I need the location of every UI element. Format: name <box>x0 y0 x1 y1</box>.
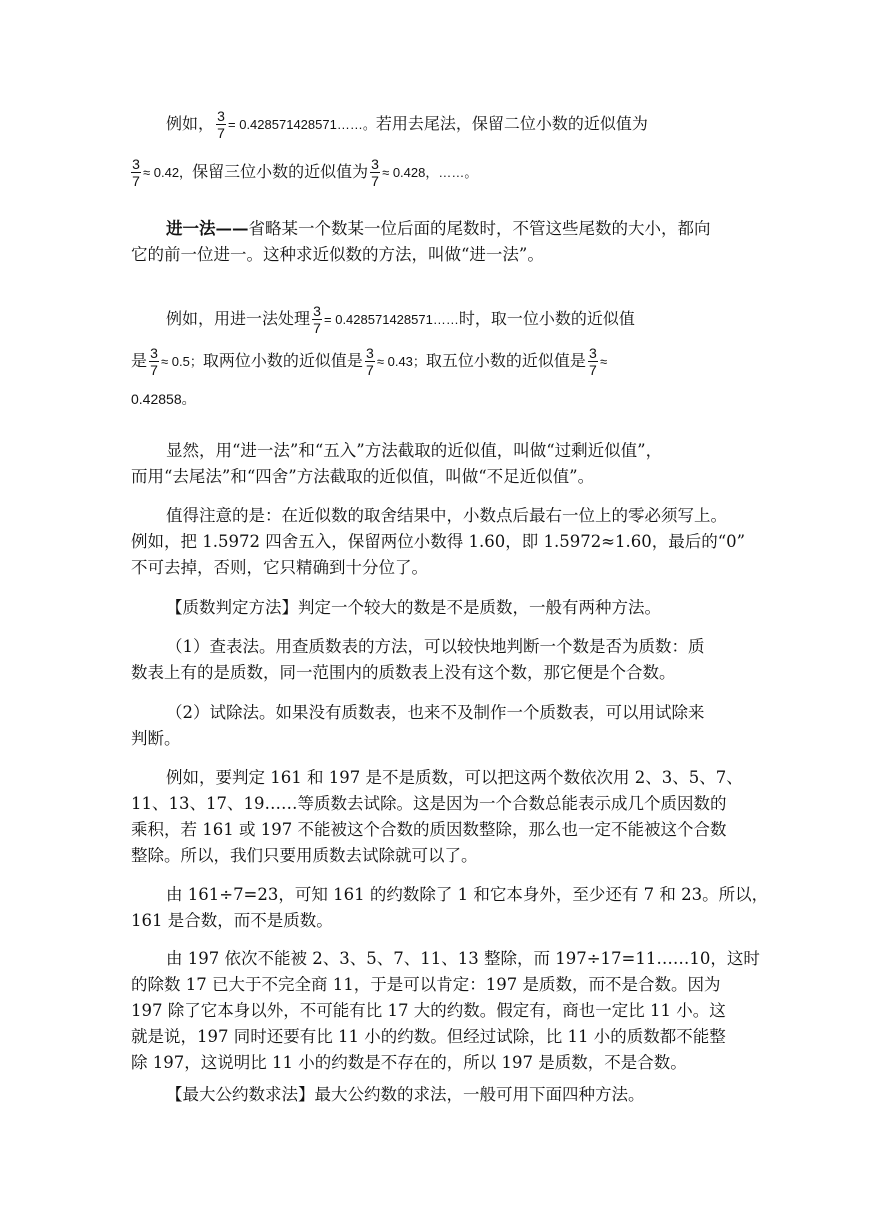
jinyi-definition <box>166 216 711 242</box>
paragraph-line: 由 161÷7=23，可知 161 的约数除了 1 和它本身外，至少还有 7 和 23。所以， <box>166 885 769 904</box>
paragraph-line: 197 除了它本身以外，不可能有比 17 大的约数。假定有，商也一定比 11 小。这 <box>131 1001 726 1020</box>
paragraph-line: 161 是合数，而不是质数。 <box>131 911 333 930</box>
paragraph-line: 除 197，这说明比 11 小的约数是不存在的，所以 197 是质数，不是合数。 <box>131 1053 687 1072</box>
paragraph-line: 不可去掉，否则，它只精确到十分位了。 <box>131 558 428 577</box>
example1-approx1: ≈ 0.42， <box>143 165 193 180</box>
paragraph-example-161-197 <box>131 765 741 869</box>
example1-approx2: ≈ 0.428，……。 <box>382 165 478 180</box>
example2-text-b: 取两位小数的近似值是 <box>202 351 363 370</box>
section-gcd-methods <box>131 1082 741 1108</box>
paragraph-line: 就是说，197 同时还要有比 11 小的约数。但经过试除，比 11 小的质数都不能整 <box>131 1027 726 1046</box>
paragraph-line: 值得注意的是：在近似数的取舍结果中，小数点后最右一位上的零必须写上。 <box>166 506 727 525</box>
example2-approx3: ≈ <box>599 354 608 369</box>
paragraph-zero-note <box>131 503 746 581</box>
paragraph-table-method <box>131 634 741 686</box>
fraction-3-7: $\frac{3}{7}$ <box>132 156 140 189</box>
example1-value: = 0.428571428571……。 <box>228 117 376 132</box>
example2-line1 <box>166 303 635 336</box>
paragraph-line: 由 197 依次不能被 2、3、5、7、11、13 整除，而 197÷17=11……10，这时 <box>166 949 760 968</box>
jinyi-line2: 它的前一位进一。这种求近似数的方法，叫做“进一法”。 <box>131 245 544 264</box>
fraction-3-7: $\frac{3}{7}$ <box>365 345 374 378</box>
example2-line3: 0.42858。 <box>131 391 196 407</box>
fraction-3-7: $\frac{3}{7}$ <box>217 108 225 141</box>
jinyi-line1: 省略某一个数某一位后面的尾数时，不管这些尾数的大小，都向 <box>248 219 711 238</box>
paragraph-line: 整除。所以，我们只要用质数去试除就可以了。 <box>131 846 478 865</box>
paragraph-line: 显然，用“进一法”和“五入”方法截取的近似值，叫做“过剩近似值”， <box>166 441 663 460</box>
example2-approx2: ≈ 0.43； <box>376 354 426 369</box>
example2-line2 <box>131 345 607 378</box>
paragraph-line: （1）查表法。用查质数表的方法，可以较快地判断一个数是否为质数：质 <box>166 637 705 656</box>
fraction-3-7: $\frac{3}{7}$ <box>371 156 379 189</box>
section-heading-line: 【最大公约数求法】最大公约数的求法，一般可用下面四种方法。 <box>166 1085 645 1104</box>
jinyi-definition-line2 <box>131 242 544 268</box>
paragraph-line: （2）试除法。如果没有质数表，也来不及制作一个质数表，可以用试除来 <box>166 703 705 722</box>
section-heading-line: 【质数判定方法】判定一个较大的数是不是质数，一般有两种方法。 <box>166 598 661 617</box>
jinyi-term: 进一法—— <box>166 219 249 238</box>
paragraph-line: 例如，要判定 161 和 197 是不是质数，可以把这两个数依次用 2、3、5、7、 <box>166 768 743 787</box>
paragraph-line: 11、13、17、19……等质数去试除。这是因为一个合数总能表示成几个质因数的 <box>131 794 727 813</box>
example2-suffix: 时，取一位小数的近似值 <box>458 309 635 328</box>
paragraph-line: 乘积，若 161 或 197 不能被这个合数的质因数整除，那么也一定不能被这个合数 <box>131 820 727 839</box>
example2-value: = 0.428571428571…… <box>324 312 459 327</box>
paragraph-line: 数表上有的是质数，同一范围内的质数表上没有这个数，那它便是个合数。 <box>131 663 676 682</box>
paragraph-line: 而用“去尾法”和“四舍”方法截取的近似值，叫做“不足近似值”。 <box>131 467 595 486</box>
example1-prefix: 例如， <box>166 114 215 133</box>
paragraph-line: 的除数 17 已大于不完全商 11，于是可以肯定：197 是质数，而不是合数。因为 <box>131 975 721 994</box>
paragraph-line: 例如，把 1.5972 四舍五入，保留两位小数得 1.60，即 1.5972≈1.60，最后的“0” <box>131 532 746 551</box>
example1-mid: 保留三位小数的近似值为 <box>192 162 369 181</box>
paragraph-trial-division <box>131 700 741 752</box>
paragraph-line: 判断。 <box>131 729 181 748</box>
paragraph-excess-approx <box>131 438 741 490</box>
section-prime-test <box>131 595 741 621</box>
paragraph-161-composite <box>131 882 769 934</box>
example2-text-c: 取五位小数的近似值是 <box>425 351 586 370</box>
example1-suffix: 若用去尾法，保留二位小数的近似值为 <box>375 114 648 133</box>
example1-line2 <box>131 156 477 189</box>
fraction-3-7: $\frac{3}{7}$ <box>589 345 597 378</box>
fraction-3-7: $\frac{3}{7}$ <box>313 303 321 336</box>
fraction-3-7: $\frac{3}{7}$ <box>150 345 158 378</box>
example2-prefix: 例如，用进一法处理 <box>166 309 311 328</box>
paragraph-197-prime <box>131 946 760 1076</box>
example1-line1 <box>166 108 648 141</box>
example2-text-a: 是 <box>131 351 148 370</box>
example2-approx1: ≈ 0.5； <box>161 354 203 369</box>
